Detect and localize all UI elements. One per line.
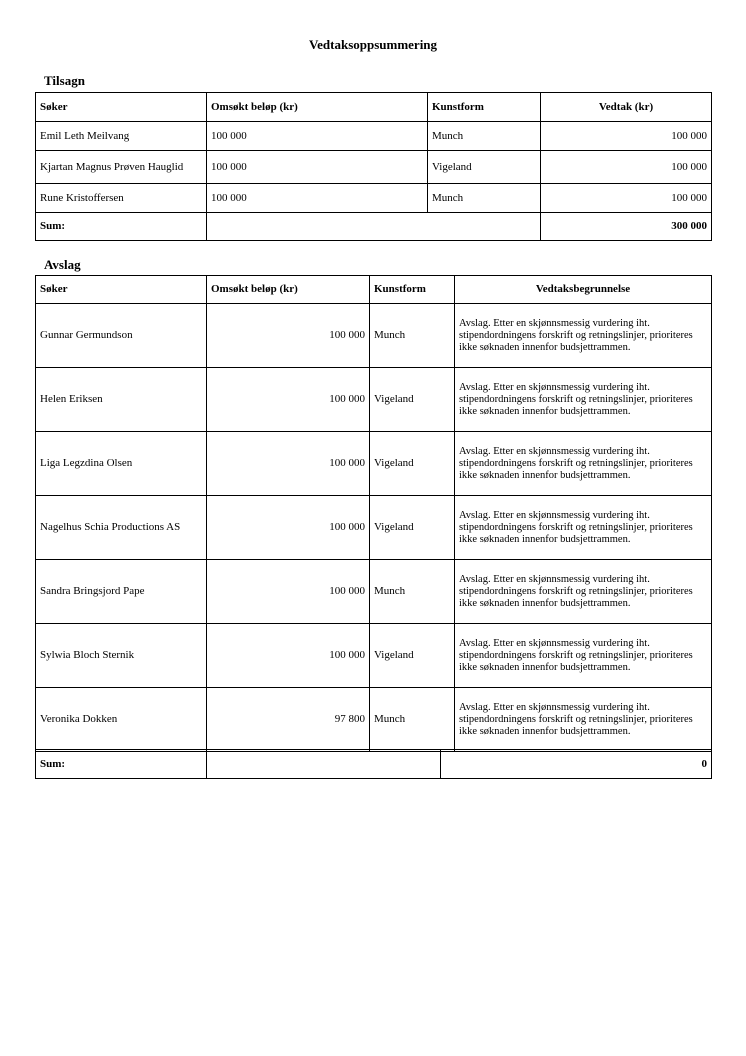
cell-soker: Rune Kristoffersen <box>36 184 207 213</box>
page-title: Vedtaksoppsummering <box>308 37 438 52</box>
sum-row <box>36 750 712 779</box>
cell-belop: 100 000 <box>207 432 370 496</box>
cell-soker: Sandra Bringsjord Pape <box>36 560 207 624</box>
cell-begrunnelse: Avslag. Etter en skjønnsmessig vurdering iht. stipendordningens forskrift og retningslinjer, prioriteres ikke søknaden innenfor budsjettrammen. <box>455 432 712 496</box>
table-row <box>36 432 712 496</box>
cell-belop: 100 000 <box>207 184 428 213</box>
table-row <box>36 184 712 213</box>
header-belop: Omsøkt beløp (kr) <box>207 93 428 122</box>
cell-kunstform: Vigeland <box>428 151 541 184</box>
table-row <box>36 151 712 184</box>
avslag-heading: Avslag <box>44 257 81 272</box>
header-soker: Søker <box>36 93 207 122</box>
cell-belop: 100 000 <box>207 368 370 432</box>
cell-kunstform: Munch <box>428 184 541 213</box>
cell-begrunnelse: Avslag. Etter en skjønnsmessig vurdering iht. stipendordningens forskrift og retningslinjer, prioriteres ikke søknaden innenfor budsjettrammen. <box>455 688 712 752</box>
table-row <box>36 688 712 752</box>
table-row <box>36 368 712 432</box>
sum-empty-cell <box>207 750 441 779</box>
cell-kunstform: Munch <box>428 122 541 151</box>
cell-begrunnelse: Avslag. Etter en skjønnsmessig vurdering iht. stipendordningens forskrift og retningslinjer, prioriteres ikke søknaden innenfor budsjettrammen. <box>455 496 712 560</box>
sum-value: 300 000 <box>541 213 712 241</box>
tilsagn-heading: Tilsagn <box>44 73 85 88</box>
avslag-table <box>35 275 712 752</box>
cell-belop: 100 000 <box>207 304 370 368</box>
sum-label: Sum: <box>36 213 207 241</box>
cell-belop: 100 000 <box>207 496 370 560</box>
table-row <box>36 624 712 688</box>
cell-kunstform: Vigeland <box>370 624 455 688</box>
cell-kunstform: Munch <box>370 560 455 624</box>
cell-kunstform: Munch <box>370 688 455 752</box>
cell-begrunnelse: Avslag. Etter en skjønnsmessig vurdering iht. stipendordningens forskrift og retningslinjer, prioriteres ikke søknaden innenfor budsjettrammen. <box>455 624 712 688</box>
cell-belop: 100 000 <box>207 624 370 688</box>
cell-kunstform: Vigeland <box>370 368 455 432</box>
cell-begrunnelse: Avslag. Etter en skjønnsmessig vurdering iht. stipendordningens forskrift og retningslinjer, prioriteres ikke søknaden innenfor budsjettrammen. <box>455 560 712 624</box>
sum-label: Sum: <box>36 750 207 779</box>
header-begrunnelse: Vedtaksbegrunnelse <box>455 276 712 304</box>
cell-vedtak: 100 000 <box>541 151 712 184</box>
cell-belop: 97 800 <box>207 688 370 752</box>
cell-begrunnelse: Avslag. Etter en skjønnsmessig vurdering iht. stipendordningens forskrift og retningslinjer, prioriteres ikke søknaden innenfor budsjettrammen. <box>455 368 712 432</box>
table-row <box>36 304 712 368</box>
cell-vedtak: 100 000 <box>541 184 712 213</box>
header-kunstform: Kunstform <box>428 93 541 122</box>
cell-soker: Nagelhus Schia Productions AS <box>36 496 207 560</box>
table-row <box>36 496 712 560</box>
cell-soker: Sylwia Bloch Sternik <box>36 624 207 688</box>
sum-value: 0 <box>441 750 712 779</box>
avslag-sum-table <box>35 749 712 779</box>
header-soker: Søker <box>36 276 207 304</box>
table-row <box>36 122 712 151</box>
cell-soker: Kjartan Magnus Prøven Hauglid <box>36 151 207 184</box>
cell-belop: 100 000 <box>207 560 370 624</box>
table-row <box>36 560 712 624</box>
cell-soker: Gunnar Germundson <box>36 304 207 368</box>
cell-belop: 100 000 <box>207 122 428 151</box>
cell-soker: Helen Eriksen <box>36 368 207 432</box>
header-belop: Omsøkt beløp (kr) <box>207 276 370 304</box>
sum-empty-cell <box>207 213 541 241</box>
tilsagn-table <box>35 92 712 241</box>
cell-soker: Liga Legzdina Olsen <box>36 432 207 496</box>
cell-kunstform: Vigeland <box>370 432 455 496</box>
header-vedtak: Vedtak (kr) <box>541 93 712 122</box>
table-header-row <box>36 93 712 122</box>
cell-soker: Veronika Dokken <box>36 688 207 752</box>
cell-soker: Emil Leth Meilvang <box>36 122 207 151</box>
header-kunstform: Kunstform <box>370 276 455 304</box>
cell-kunstform: Vigeland <box>370 496 455 560</box>
table-header-row <box>36 276 712 304</box>
cell-vedtak: 100 000 <box>541 122 712 151</box>
cell-kunstform: Munch <box>370 304 455 368</box>
sum-row <box>36 213 712 241</box>
cell-belop: 100 000 <box>207 151 428 184</box>
cell-begrunnelse: Avslag. Etter en skjønnsmessig vurdering iht. stipendordningens forskrift og retningslinjer, prioriteres ikke søknaden innenfor budsjettrammen. <box>455 304 712 368</box>
